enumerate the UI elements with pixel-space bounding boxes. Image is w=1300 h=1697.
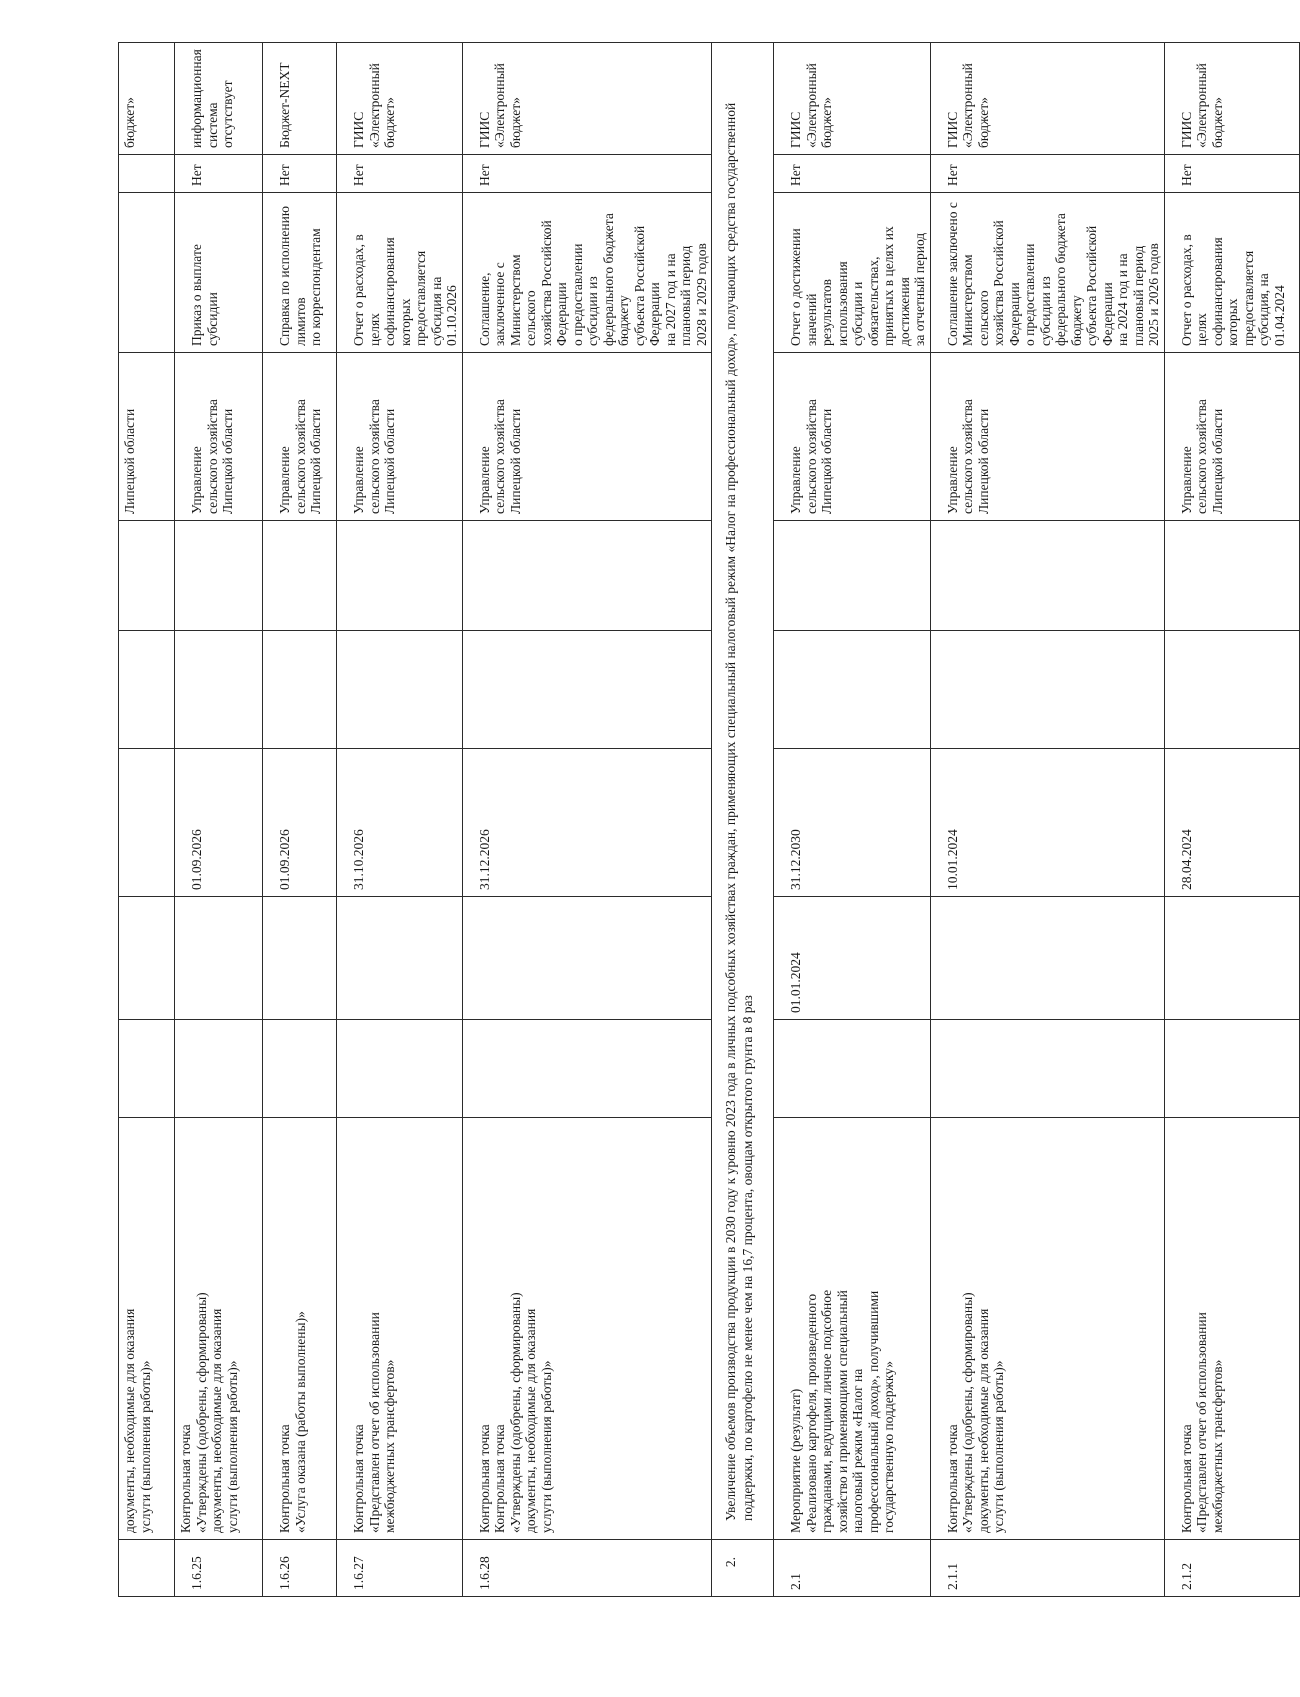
section-title: Увеличение объемов производства продукции в 2030 году к уровню 2023 года в личных подсобных хозяйствах граждан, применяющих специальный налоговый режим «Налог на профессиональный доход», получающих средства государственной поддержки, по картофелю не менее чем на 16,7 процента, овощам открытого грунта в 8 раз bbox=[712, 43, 774, 1540]
table-row bbox=[930, 43, 1164, 1597]
connection-flag bbox=[119, 155, 175, 193]
table-row bbox=[1164, 43, 1299, 1597]
cell-empty bbox=[337, 631, 463, 749]
rotated-table-page bbox=[118, 43, 1287, 1597]
cell-empty bbox=[930, 631, 1164, 749]
information-system: ГИИС «Электронный бюджет» bbox=[1164, 43, 1299, 155]
connection-flag: Нет bbox=[774, 155, 931, 193]
row-title: Контрольная точка «Представлен отчет об использовании межбюджетных трансфертов» bbox=[337, 1118, 463, 1540]
row-number bbox=[119, 1540, 175, 1597]
responsible-executor: Управление сельского хозяйства Липецкой области bbox=[930, 353, 1164, 521]
connection-flag: Нет bbox=[175, 155, 263, 193]
end-date: 28.04.2024 bbox=[1164, 749, 1299, 897]
connection-flag: Нет bbox=[263, 155, 337, 193]
cell-empty bbox=[930, 521, 1164, 631]
table-row bbox=[337, 43, 463, 1597]
row-number: 2.1.1 bbox=[930, 1540, 1164, 1597]
cell-empty bbox=[774, 1020, 931, 1118]
responsible-executor: Управление сельского хозяйства Липецкой области bbox=[1164, 353, 1299, 521]
row-title: документы, необходимые для оказания услуги (выполнения работы)» bbox=[119, 1118, 175, 1540]
document-type: Отчет о достижении значений результатов использования субсидии и обязательствах, принятых в целях их достижения за отчетный период bbox=[774, 193, 931, 353]
start-date bbox=[1164, 897, 1299, 1020]
cell-empty bbox=[119, 631, 175, 749]
end-date: 31.10.2026 bbox=[337, 749, 463, 897]
document-type: Соглашение заключено с Министерством сельского хозяйства Российской Федерации о предоставлении субсидии из федерального бюджета бюджету субъекта Российской Федерации на 2024 год и на плановый период 2025 и 2026 годов bbox=[930, 193, 1164, 353]
cell-empty bbox=[119, 521, 175, 631]
events-table bbox=[118, 42, 1300, 1597]
end-date: 31.12.2030 bbox=[774, 749, 931, 897]
document-type bbox=[119, 193, 175, 353]
information-system: информационная система отсутствует bbox=[175, 43, 263, 155]
cell-empty bbox=[175, 1020, 263, 1118]
responsible-executor: Управление сельского хозяйства Липецкой области bbox=[175, 353, 263, 521]
cell-empty bbox=[1164, 521, 1299, 631]
cell-empty bbox=[1164, 631, 1299, 749]
row-number: 1.6.26 bbox=[263, 1540, 337, 1597]
responsible-executor: Управление сельского хозяйства Липецкой области bbox=[774, 353, 931, 521]
information-system: ГИИС «Электронный бюджет» bbox=[774, 43, 931, 155]
row-number: 1.6.27 bbox=[337, 1540, 463, 1597]
cell-empty bbox=[462, 1020, 712, 1118]
table-row bbox=[263, 43, 337, 1597]
row-title: Контрольная точка «Утверждены (одобрены, сформированы) документы, необходимые для оказания услуги (выполнения работы)» bbox=[930, 1118, 1164, 1540]
responsible-executor: Управление сельского хозяйства Липецкой области bbox=[462, 353, 712, 521]
information-system: Бюджет-NEXT bbox=[263, 43, 337, 155]
responsible-executor: Управление сельского хозяйства Липецкой области bbox=[337, 353, 463, 521]
row-title: Контрольная точка «Услуга оказана (работы выполнены)» bbox=[263, 1118, 337, 1540]
end-date: 01.09.2026 bbox=[263, 749, 337, 897]
row-title: Контрольная точка Контрольная точка «Утверждены (одобрены, сформированы) документы, необходимые для оказания услуги (выполнения работы)» bbox=[462, 1118, 712, 1540]
start-date bbox=[175, 897, 263, 1020]
table-row bbox=[462, 43, 712, 1597]
cell-empty bbox=[462, 631, 712, 749]
cell-empty bbox=[175, 521, 263, 631]
cell-empty bbox=[119, 1020, 175, 1118]
document-type: Соглашение, заключенное с Министерством сельского хозяйства Российской Федерации о предоставлении субсидии из федерального бюджета бюджету субъекта Российской Федерации на 2027 год и на плановый период 2028 и 2029 годов bbox=[462, 193, 712, 353]
end-date bbox=[119, 749, 175, 897]
start-date bbox=[930, 897, 1164, 1020]
start-date bbox=[119, 897, 175, 1020]
cell-empty bbox=[1164, 1020, 1299, 1118]
connection-flag: Нет bbox=[930, 155, 1164, 193]
document-type: Справка по исполнению лимитов по корреспондентам bbox=[263, 193, 337, 353]
cell-empty bbox=[337, 1020, 463, 1118]
start-date bbox=[263, 897, 337, 1020]
section-row bbox=[712, 43, 774, 1597]
table-row bbox=[119, 43, 175, 1597]
row-number: 1.6.25 bbox=[175, 1540, 263, 1597]
cell-empty bbox=[774, 521, 931, 631]
row-title: Контрольная точка «Утверждены (одобрены, сформированы) документы, необходимые для оказания услуги (выполнения работы)» bbox=[175, 1118, 263, 1540]
information-system: ГИИС «Электронный бюджет» bbox=[462, 43, 712, 155]
cell-empty bbox=[263, 1020, 337, 1118]
connection-flag: Нет bbox=[1164, 155, 1299, 193]
information-system: ГИИС «Электронный бюджет» bbox=[337, 43, 463, 155]
table-row bbox=[175, 43, 263, 1597]
cell-empty bbox=[337, 521, 463, 631]
cell-empty bbox=[263, 631, 337, 749]
start-date bbox=[337, 897, 463, 1020]
table-row bbox=[774, 43, 931, 1597]
document-type: Приказ о выплате субсидии bbox=[175, 193, 263, 353]
cell-empty bbox=[263, 521, 337, 631]
row-number: 2.1 bbox=[774, 1540, 931, 1597]
cell-empty bbox=[175, 631, 263, 749]
document-type: Отчет о расходах, в целях софинансирования которых предоставляется субсидия, на 01.04.2024 bbox=[1164, 193, 1299, 353]
row-number: 1.6.28 bbox=[462, 1540, 712, 1597]
start-date bbox=[462, 897, 712, 1020]
start-date: 01.01.2024 bbox=[774, 897, 931, 1020]
section-number: 2. bbox=[712, 1540, 774, 1597]
connection-flag: Нет bbox=[462, 155, 712, 193]
end-date: 31.12.2026 bbox=[462, 749, 712, 897]
end-date: 01.09.2026 bbox=[175, 749, 263, 897]
document-type: Отчет о расходах, в целях софинансирования которых предоставляется субсидия на 01.10.2026 bbox=[337, 193, 463, 353]
responsible-executor: Управление сельского хозяйства Липецкой области bbox=[263, 353, 337, 521]
row-number: 2.1.2 bbox=[1164, 1540, 1299, 1597]
connection-flag: Нет bbox=[337, 155, 463, 193]
responsible-executor: Липецкой области bbox=[119, 353, 175, 521]
information-system: ГИИС «Электронный бюджет» bbox=[930, 43, 1164, 155]
cell-empty bbox=[462, 521, 712, 631]
cell-empty bbox=[774, 631, 931, 749]
row-title: Контрольная точка «Представлен отчет об использовании межбюджетных трансфертов» bbox=[1164, 1118, 1299, 1540]
information-system: бюджет» bbox=[119, 43, 175, 155]
cell-empty bbox=[930, 1020, 1164, 1118]
row-title: Мероприятие (результат) «Реализовано картофеля, произведенного гражданами, ведущими личное подсобное хозяйство и применяющими специальный налоговый режим «Налог на профессиональный доход», получившими государственную поддержку» bbox=[774, 1118, 931, 1540]
end-date: 10.01.2024 bbox=[930, 749, 1164, 897]
